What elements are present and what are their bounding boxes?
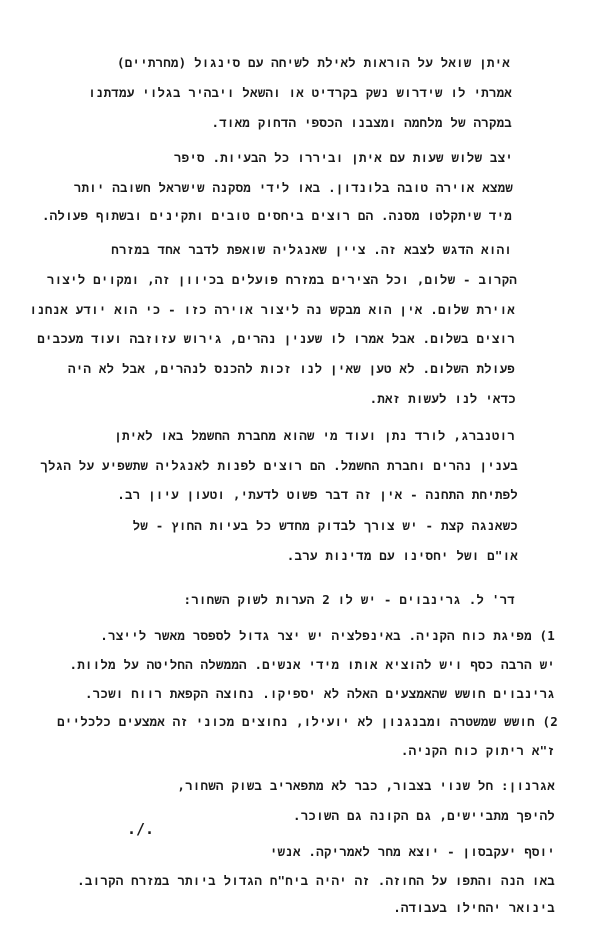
text-line: 2) חושש שמשטרה ומבנגנון לא יועילו, נחוצים מכוני זה אמצעים כלכליים [57, 714, 558, 729]
speaker-heading: דר' ל. גרינבוים - יש לו 2 הערות לשוק השחור: [183, 592, 515, 607]
text-line: או"ם ושל יחסינו עם מדינות ערב. [286, 548, 518, 563]
text-line: בינואר יהחילו בעבודה. [393, 900, 555, 915]
continuation-mark: ./. [127, 820, 155, 838]
text-line: פעולת השלום. לא טען שאין לנו זכות להכנס לנהרים, אבל לא היה [68, 361, 515, 376]
text-line: והוא הדגש לצבא זה. ציין שאנגליה שואפת לדבר אחד במזרח [111, 242, 512, 257]
text-line: כשאנגה קצת - יש צורך לבדוק מחדש כל בעיות החוץ - של [132, 518, 518, 533]
text-line: אוירת שלום. אין הוא מבקש נה ליצור אוירה כזו - כי הוא יודע אנחנו [29, 302, 515, 317]
text-line: כדאי לנו לעשות זאת. [369, 391, 516, 406]
text-line: להיפך מתביישים, גם הקונה גם השוכר. [292, 808, 555, 823]
text-line: באו הנה והתפו על החוזה. זה יהיה ביח"ח הגדול ביותר במזרח הקרוב. [77, 873, 555, 888]
text-line: גרינבוים חושש שהאמצעים האלה לא יספיקו. נחוצה הקפאת רווח ושכר. [84, 686, 555, 701]
text-line: הקרוב - שלום, וכל הצירים במזרח פועלים בכיוון זה, ומקוים ליצור [46, 272, 517, 287]
text-line: רוצים בשלום. אבל אמרו לו שענין נהרים, גירוש עזוזבה ועוד מעכבים [37, 331, 515, 346]
text-line: 1) מפיגת כוח הקניה. באינפלציה יש יצר גדול לספסר מאשר לייצר. [100, 628, 555, 643]
text-line: שמצא אוירה טובה בלונדון. באו לידי מסקנה שישראל חשובה יותר [73, 180, 513, 195]
text-line: בענין נהרים וחברת החשמל. הם רוצים לפנות לאנגליה שתשפיע על הגלך [40, 458, 518, 473]
text-line: ז"א ריתוק כוח הקניה. [400, 743, 555, 758]
text-line: אגרנון: חל שנוי בצבור, כבר לא מתפאריב בשוק השחור, [177, 778, 555, 793]
text-line: במקרה של מלחמה ומצבנו הכספי הדחוק מאוד. [211, 115, 512, 130]
text-line: יש הרבה כסף ויש להוציא אותו מידי אנשים. הממשלה החליטה על מלוות. [69, 657, 555, 672]
text-line: מיד שיתקלטו מסנה. הם רוצים ביחסים טובים ותקינים ובשתוף פעולה. [41, 208, 512, 223]
text-line: רוטנברג, לורד נתן ועוד מי שהוא מחברת החשמל באו לאיתן [114, 428, 515, 443]
text-line: אמרתי לו שידרוש נשק בקרדיט או והשאל ויבהיר בגלוי עמדתנו [88, 85, 512, 100]
text-line: לפתיחת התחנה - אין זה דבר פשוט לדעתי, וטעון עיון רב. [117, 487, 518, 502]
text-line: איתן שואל על הוראות לאילת לשיחה עם סינגול (מחרתיים) [116, 55, 510, 70]
text-line: יצב שלוש שעות עם איתן וביררו כל הבעיות. סיפר [173, 150, 513, 165]
text-line: יוסף יעקבסון - יוצא מחר לאמריקה. אנשי [269, 844, 555, 859]
